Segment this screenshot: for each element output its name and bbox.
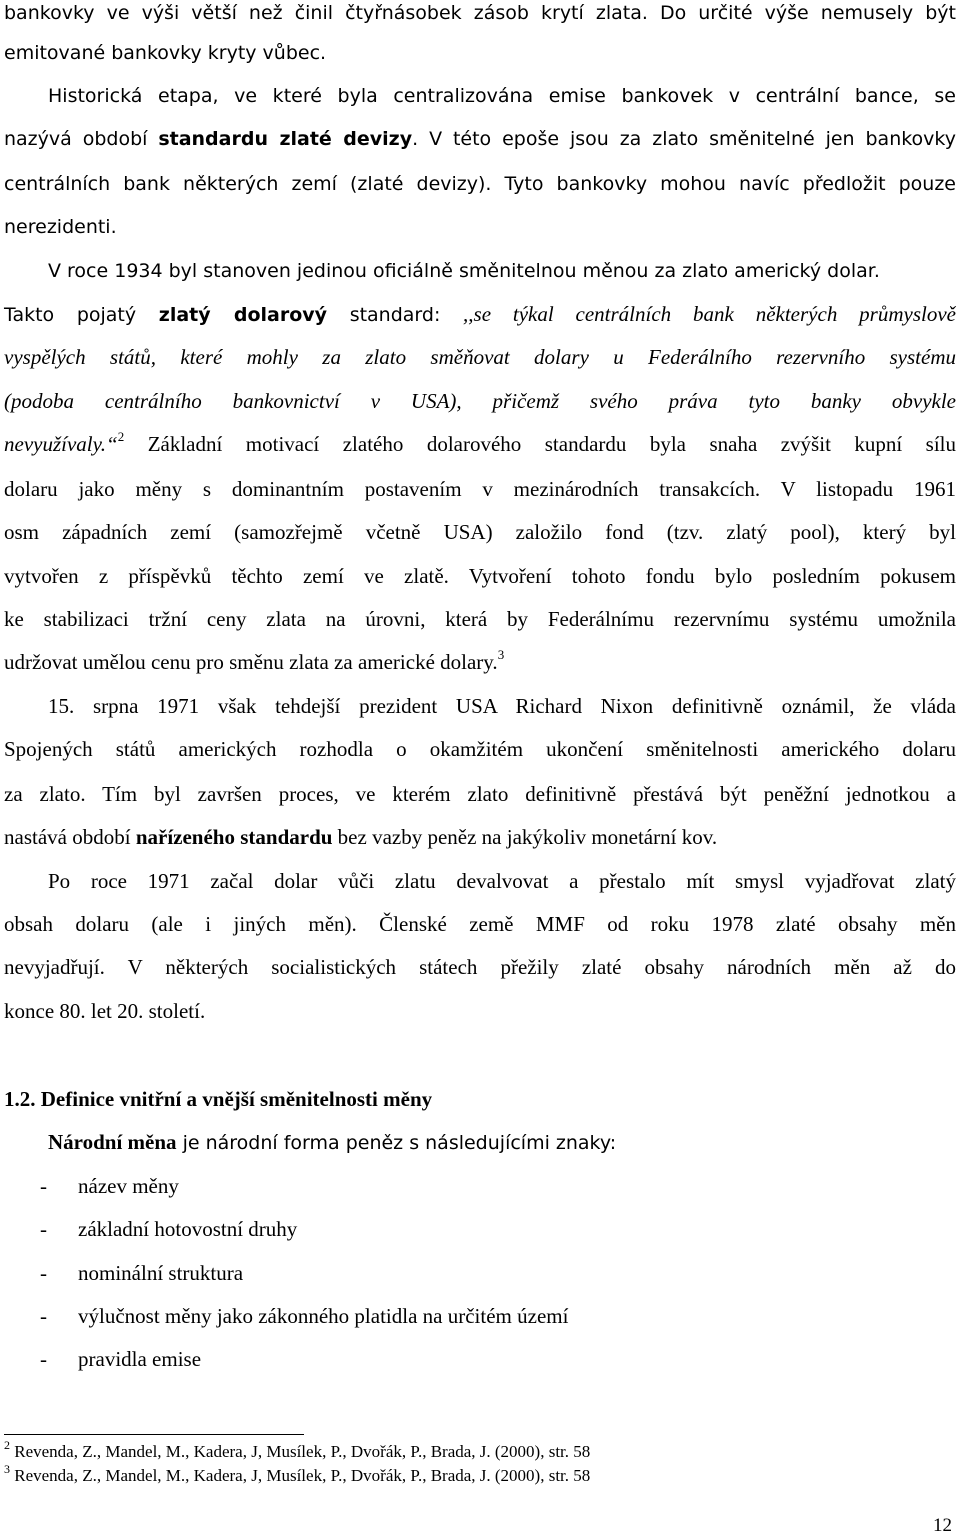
text-run: nastává období xyxy=(4,825,136,849)
text-run: . V této epoše jsou za zlato směnitelné jen bankovky xyxy=(412,128,956,150)
term-zlaty-dolarovy: zlatý dolarový xyxy=(158,304,328,326)
text-line: nevyjadřují. V některých socialistických státech přežily zlaté obsahy národních měn až do xyxy=(4,955,956,979)
text-line: obsah dolaru (ale i jiných měn). Členské země MMF od roku 1978 zlaté obsahy měn xyxy=(4,912,956,936)
footnote-number: 2 xyxy=(4,1438,10,1453)
page-number: 12 xyxy=(933,1515,952,1536)
footnote xyxy=(4,1438,591,1463)
list-item xyxy=(40,1214,297,1244)
text-line: dolaru jako měny s dominantním postavením v mezinárodních transakcích. V listopadu 1961 xyxy=(4,477,956,501)
text-line xyxy=(4,299,956,329)
text-run: nazývá období xyxy=(4,128,159,150)
text-line xyxy=(4,342,956,372)
text-run: bez vazby peněz na jakýkoliv monetární kov. xyxy=(332,825,718,849)
text-line: osm západních zemí (samozřejmě včetně USA) založilo fond (tzv. zlatý pool), který byl xyxy=(4,520,956,544)
footnote-number: 3 xyxy=(4,1462,10,1477)
text-line xyxy=(48,1127,616,1157)
list-dash: - xyxy=(40,1174,47,1198)
text-line xyxy=(4,124,956,154)
list-item-text: základní hotovostní druhy xyxy=(78,1217,298,1241)
list-item xyxy=(40,1301,568,1331)
quote-run: vyspělých států, které mohly za zlato směňovat dolary u Federálního rezervního systému xyxy=(4,345,956,369)
text-run: Základní motivací zlatého dolarového standardu byla snaha zvýšit kupní sílu xyxy=(124,432,956,456)
footnote-text: Revenda, Z., Mandel, M., Kadera, J, Musílek, P., Dvořák, P., Brada, J. (2000), str. 58 xyxy=(10,1442,591,1461)
term-narizeneho-standardu: nařízeného standardu xyxy=(135,825,333,849)
text-line: ke stabilizaci tržní ceny zlata na úrovni, která by Federálnímu rezervnímu systému umožnila xyxy=(4,607,956,631)
text-line xyxy=(4,647,504,677)
text-line: 15. srpna 1971 však tehdejší prezident USA Richard Nixon definitivně oznámil, že vláda xyxy=(48,694,956,718)
text-line: konce 80. let 20. století. xyxy=(4,999,206,1023)
list-item-text: nominální struktura xyxy=(78,1261,244,1285)
term-narodni-mena: Národní měna xyxy=(48,1130,177,1154)
footnote-ref-2: 2 xyxy=(117,429,125,444)
text-line: centrálních bank některých zemí (zlaté devizy). Tyto bankovky mohou navíc předložit pouze xyxy=(4,173,956,195)
footnote-text: Revenda, Z., Mandel, M., Kadera, J, Musílek, P., Dvořák, P., Brada, J. (2000), str. 58 xyxy=(10,1466,591,1485)
text-line xyxy=(4,429,956,459)
quote-run: (podoba centrálního bankovnictví v USA), přičemž svého práva tyto banky obvykle xyxy=(4,389,956,413)
text-run: je národní forma peněz s následujícími znaky: xyxy=(176,1132,617,1154)
text-run: udržovat umělou cenu pro směnu zlata za americké dolary. xyxy=(4,650,498,674)
text-line xyxy=(4,822,717,852)
list-dash: - xyxy=(40,1217,47,1241)
text-line: Historická etapa, ve které byla centralizována emise bankovek v centrální bance, se xyxy=(48,85,956,107)
list-item-text: název měny xyxy=(78,1174,179,1198)
quote-run: nevyužívaly. xyxy=(4,432,107,456)
text-line xyxy=(4,386,956,416)
footnote-ref-3: 3 xyxy=(497,647,505,662)
list-item xyxy=(40,1171,179,1201)
text-line: vytvořen z příspěvků těchto zemí ve zlatě. Vytvoření tohoto fondu bylo posledním pokusem xyxy=(4,564,956,588)
text-line: bankovky ve výši větší než činil čtyřnásobek zásob krytí zlata. Do určité výše nemusely být xyxy=(4,2,956,24)
text-run: standard: xyxy=(327,304,464,326)
text-line: za zlato. Tím byl završen proces, ve kterém zlato definitivně přestává být peněžní jednotkou a xyxy=(4,782,956,806)
list-dash: - xyxy=(40,1304,47,1328)
term-standard-zlate-devizy: standardu zlaté devizy xyxy=(158,128,413,150)
list-item xyxy=(40,1258,243,1288)
quote-run: ,,se týkal centrálních bank některých průmyslově xyxy=(463,302,956,326)
text-line: Spojených států amerických rozhodla o okamžitém ukončení směnitelnosti amerického dolaru xyxy=(4,737,956,761)
list-item-text: pravidla emise xyxy=(78,1347,202,1371)
text-line: Po roce 1971 začal dolar vůči zlatu devalvovat a přestalo mít smysl vyjadřovat zlatý xyxy=(48,869,956,893)
footnote xyxy=(4,1462,591,1487)
text-run: Takto pojatý xyxy=(4,304,159,326)
section-heading: 1.2. Definice vnitřní a vnější směnitelnosti měny xyxy=(4,1087,433,1111)
text-line: V roce 1934 byl stanoven jedinou oficiálně směnitelnou měnou za zlato americký dolar. xyxy=(48,260,880,282)
list-item xyxy=(40,1344,201,1374)
list-item-text: výlučnost měny jako zákonného platidla na určitém území xyxy=(78,1304,569,1328)
list-dash: - xyxy=(40,1261,47,1285)
text-line: emitované bankovky kryty vůbec. xyxy=(4,42,327,64)
text-line: nerezidenti. xyxy=(4,216,117,238)
footnote-separator xyxy=(4,1434,304,1435)
quote-run: “ xyxy=(106,432,118,456)
list-dash: - xyxy=(40,1347,47,1371)
